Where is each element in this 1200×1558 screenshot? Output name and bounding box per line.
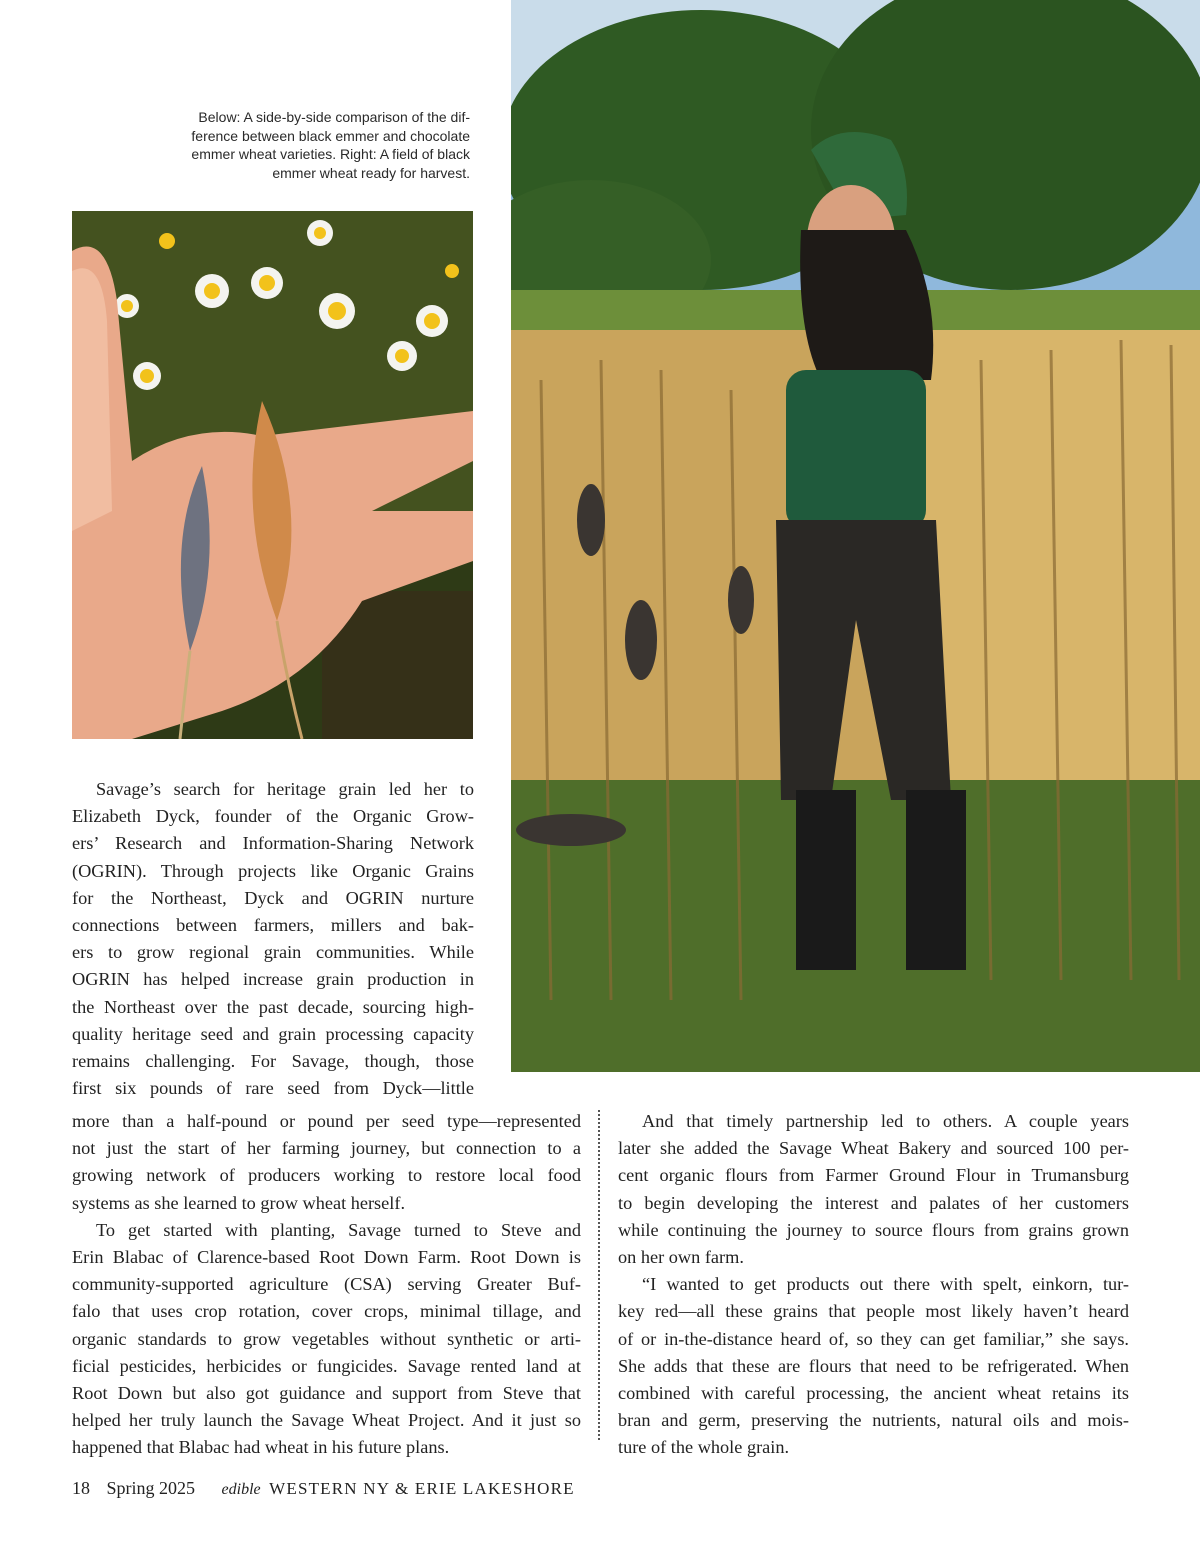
page-number: 18	[72, 1478, 90, 1498]
text-line: to begin developing the interest and palates of her customers	[618, 1192, 1129, 1213]
text-line: growing network of producers working to restore local food	[72, 1165, 581, 1186]
text-line: systems as she learned to grow wheat herself.	[72, 1192, 406, 1213]
text-line: first six pounds of rare seed from Dyck—little	[72, 1078, 474, 1099]
text-line: helped her truly launch the Savage Wheat Project. And it just so	[72, 1410, 581, 1431]
article-column-left-top	[72, 776, 474, 1102]
text-line: She adds that these are flours that need to be refrigerated. When	[618, 1355, 1129, 1376]
caption-line: emmer wheat varieties. Right: A field of black	[191, 146, 470, 162]
brand-name: edible	[221, 1481, 261, 1498]
text-line: cent organic flours from Farmer Ground Flour in Trumansburg	[618, 1165, 1129, 1186]
text-line: on her own farm.	[618, 1247, 744, 1268]
text-line: for the Northeast, Dyck and OGRIN nurture	[72, 887, 474, 908]
text-line: combined with careful processing, the ancient wheat retains its	[618, 1383, 1129, 1404]
text-line: OGRIN has helped increase grain production in	[72, 969, 474, 990]
text-line: key red—all these grains that people most likely haven’t heard	[618, 1301, 1129, 1322]
text-line: Erin Blabac of Clarence-based Root Down Farm. Root Down is	[72, 1247, 581, 1268]
caption-line: emmer wheat ready for harvest.	[272, 164, 470, 181]
text-line: while continuing the journey to source flours from grains grown	[618, 1219, 1129, 1240]
text-line: not just the start of her farming journey, but connection to a	[72, 1138, 581, 1159]
magazine-name: WESTERN NY & ERIE LAKESHORE	[269, 1479, 575, 1498]
text-line: more than a half-pound or pound per seed type—represented	[72, 1111, 581, 1131]
column-divider	[598, 1110, 600, 1440]
text-line: connections between farmers, millers and bak-	[72, 915, 474, 936]
text-line: later she added the Savage Wheat Bakery and sourced 100 per-	[618, 1138, 1129, 1159]
issue-season: Spring 2025	[106, 1478, 196, 1498]
photo-wheat-comparison	[72, 211, 473, 739]
text-line: ers’ Research and Information-Sharing Network	[72, 833, 474, 854]
text-line: ture of the whole grain.	[618, 1437, 790, 1458]
text-line: (OGRIN). Through projects like Organic Grains	[72, 860, 474, 881]
text-line: ficial pesticides, herbicides or fungicides. Savage rented land at	[72, 1355, 581, 1376]
article-column-right	[618, 1108, 1129, 1462]
text-line: quality heritage seed and grain processing capacity	[72, 1023, 474, 1044]
text-line: falo that uses crop rotation, cover crops, minimal tillage, and	[72, 1301, 581, 1322]
text-line: remains challenging. For Savage, though, those	[72, 1051, 474, 1072]
article-column-left-bottom	[72, 1108, 581, 1462]
caption-line: Below: A side-by-side comparison of the dif-	[198, 109, 470, 125]
caption-line: ference between black emmer and chocolate	[191, 127, 470, 144]
page-footer	[72, 1478, 575, 1499]
text-line: happened that Blabac had wheat in his future plans.	[72, 1437, 450, 1458]
photo-black-emmer-field	[511, 0, 1200, 1072]
photo-caption	[160, 108, 470, 182]
text-line: Root Down but also got guidance and support from Steve that	[72, 1383, 581, 1404]
text-line: bran and germ, preserving the nutrients, natural oils and mois-	[618, 1410, 1129, 1431]
text-line: organic standards to grow vegetables without synthetic or arti-	[72, 1328, 581, 1349]
text-line: Elizabeth Dyck, founder of the Organic Grow-	[72, 806, 474, 827]
text-line: To get started with planting, Savage turned to Steve and	[96, 1219, 581, 1240]
text-line: ers to grow regional grain communities. While	[72, 942, 474, 963]
text-line: community-supported agriculture (CSA) serving Greater Buf-	[72, 1274, 581, 1295]
text-line: And that timely partnership led to others. A couple years	[642, 1111, 1129, 1131]
text-line: “I wanted to get products out there with spelt, einkorn, tur-	[642, 1274, 1129, 1295]
text-line: of or in-the-distance heard of, so they can get familiar,” she says.	[618, 1328, 1129, 1349]
text-line: Savage’s search for heritage grain led her to	[96, 779, 474, 799]
text-line: the Northeast over the past decade, sourcing high-	[72, 996, 474, 1017]
